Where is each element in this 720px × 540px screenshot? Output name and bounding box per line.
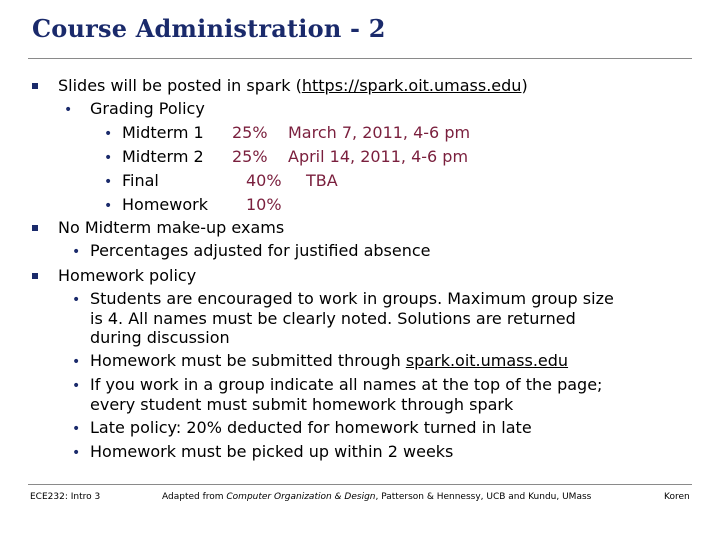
dot-bullet-icon: •	[72, 244, 81, 260]
grade-name: Midterm 2	[122, 147, 204, 166]
percentages-adjusted: Percentages adjusted for justified absence	[90, 241, 431, 260]
bullet-homework-policy: Homework policy	[58, 266, 197, 285]
grade-percent: 40%	[246, 171, 282, 190]
hw-pickup: Homework must be picked up within 2 weeks	[90, 442, 454, 461]
dot-bullet-icon: •	[104, 150, 113, 166]
footer-credit-prefix: Adapted from	[162, 492, 227, 502]
footer-divider	[28, 484, 692, 485]
grade-percent: 25%	[232, 123, 268, 142]
grade-date: April 14, 2011, 4-6 pm	[288, 147, 469, 166]
hw-submit	[90, 352, 568, 370]
hw-groups-line3: during discussion	[90, 328, 230, 347]
grade-percent: 25%	[232, 147, 268, 166]
dot-bullet-icon: •	[72, 445, 81, 461]
grading-policy: Grading Policy	[90, 99, 205, 118]
dot-bullet-icon: •	[72, 292, 81, 308]
dot-bullet-icon: •	[72, 354, 81, 370]
footer-book-title: Computer Organization & Design	[226, 492, 376, 502]
footer-course: ECE232: Intro 3	[30, 492, 101, 502]
hw-groups-line2: is 4. All names must be clearly noted. Solutions are returned	[90, 309, 576, 328]
square-bullet-icon	[32, 225, 38, 231]
grade-name: Final	[122, 171, 159, 190]
grade-date: TBA	[306, 171, 338, 190]
hw-late-policy: Late policy: 20% deducted for homework turned in late	[90, 418, 532, 437]
dot-bullet-icon: •	[104, 174, 113, 190]
bullet-slides-suffix: )	[521, 76, 528, 95]
slide-title: Course Administration - 2	[32, 14, 386, 43]
dot-bullet-icon: •	[72, 378, 81, 394]
hw-groups-line1: Students are encouraged to work in groups. Maximum group size	[90, 289, 614, 308]
hw-submit-text: Homework must be submitted through	[90, 351, 406, 370]
grade-name: Homework	[122, 195, 208, 214]
dot-bullet-icon: •	[104, 198, 113, 214]
grade-percent: 10%	[246, 195, 282, 214]
footer-credit-suffix: , Patterson & Hennessy, UCB and Kundu, UMass	[375, 492, 592, 502]
square-bullet-icon	[32, 83, 38, 89]
grade-name: Midterm 1	[122, 123, 204, 142]
bullet-slides	[58, 77, 528, 95]
bullet-slides-text: Slides will be posted in spark (	[58, 76, 302, 95]
spark-link[interactable]: https://spark.oit.umass.edu	[301, 76, 522, 95]
bullet-no-makeup: No Midterm make-up exams	[58, 218, 285, 237]
hw-group-names-line2: every student must submit homework through spark	[90, 395, 514, 414]
square-bullet-icon	[32, 273, 38, 279]
footer-credit	[162, 492, 591, 502]
title-divider	[28, 58, 692, 59]
grade-date: March 7, 2011, 4-6 pm	[288, 123, 471, 142]
dot-bullet-icon: •	[64, 102, 73, 118]
footer-author: Koren	[664, 492, 690, 502]
hw-group-names-line1: If you work in a group indicate all names at the top of the page;	[90, 375, 603, 394]
spark-hw-link[interactable]: spark.oit.umass.edu	[405, 351, 569, 370]
dot-bullet-icon: •	[72, 421, 81, 437]
dot-bullet-icon: •	[104, 126, 113, 142]
